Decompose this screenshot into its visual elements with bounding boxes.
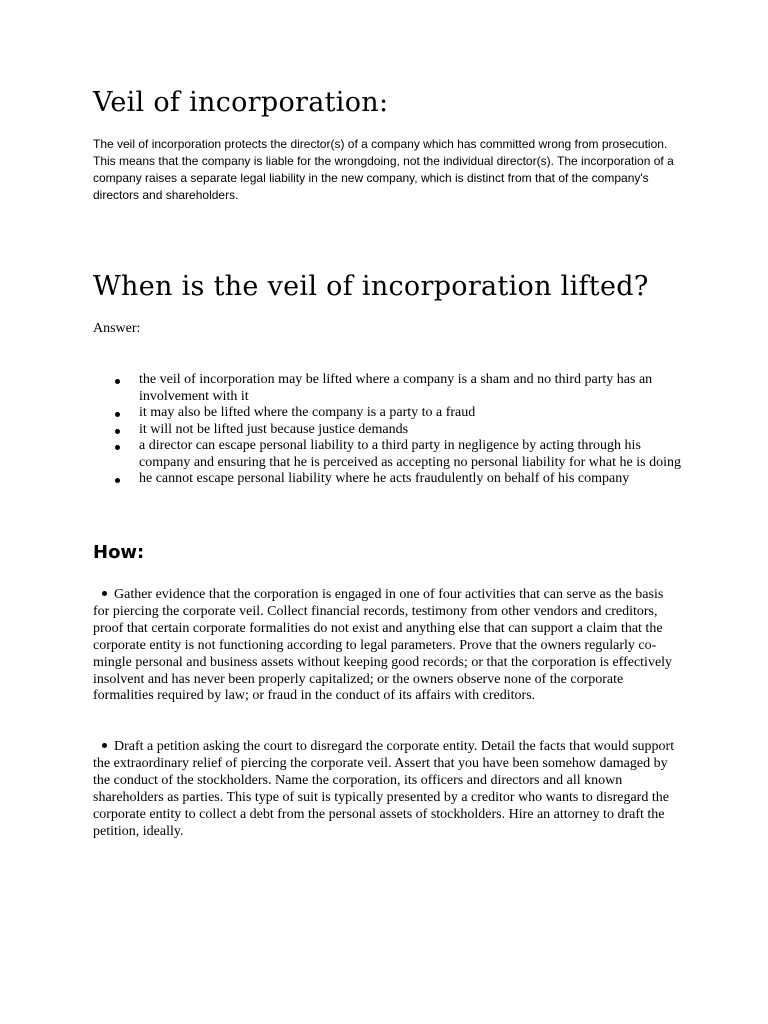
how-paragraph-evidence — [93, 587, 683, 705]
bullet-icon — [115, 478, 120, 483]
paragraph-text: Draft a petition asking the court to disregard the corporate entity. Detail the facts that would support the extraordinary relief of piercing the corporate veil. Assert that you have been somehow damaged by the conduct of the stockholders. Name the corporation, its officers and directors and all known shareholders as parties. This type of suit is typically presented by a creditor who wants to disregard the corporate entity to collect a debt from the personal assets of stockholders. Hire an attorney to draft the petition, ideally. — [93, 739, 675, 839]
how-paragraph-petition — [93, 739, 683, 840]
list-item-text: a director can escape personal liability to a third party in negligence by acting through his company and ensuring that he is perceived as accepting no personal liability for what he is doing — [139, 438, 681, 470]
lifted-bullet-list — [93, 372, 693, 488]
bullet-icon — [115, 445, 120, 450]
list-item-text: it may also be lifted where the company is a party to a fraud — [139, 405, 476, 420]
section-title-lifted: When is the veil of incorporation lifted? — [93, 271, 649, 302]
list-item — [93, 405, 693, 422]
paragraph-text: Gather evidence that the corporation is engaged in one of four activities that can serve as the basis for piercing the corporate veil. Collect financial records, testimony from other vendors and creditors, proof that certain corporate formalities do not exist and anything else that can support a claim that the corporate entity is not functioning according to legal parameters. Prove that the owners regularly co-mingle personal and business assets without keeping good records; or that the corporation is effectively insolvent and has never been properly capitalized; or the owners observe none of the corporate formalities required by law; or fraud in the conduct of its affairs with creditors. — [93, 587, 673, 704]
answer-label: Answer: — [93, 321, 141, 336]
list-item — [93, 422, 693, 439]
list-item-text: he cannot escape personal liability where he acts fraudulently on behalf of his company — [139, 471, 630, 486]
bullet-icon — [102, 591, 107, 596]
list-item-text: it will not be lifted just because justice demands — [139, 421, 409, 437]
bullet-icon — [102, 743, 107, 748]
bullet-icon — [115, 412, 120, 417]
bullet-icon — [115, 379, 120, 384]
bullet-icon — [115, 429, 120, 434]
list-item — [93, 438, 693, 471]
section-title-veil: Veil of incorporation: — [93, 87, 389, 118]
how-heading: How: — [93, 542, 145, 563]
list-item — [93, 471, 693, 488]
intro-paragraph: The veil of incorporation protects the director(s) of a company which has committed wrong from prosecution. This means that the company is liable for the wrongdoing, not the individual director(s). The incorporation of a company raises a separate legal liability in the new company, which is distinct from that of the company's directors and shareholders. — [93, 137, 674, 202]
list-item — [93, 372, 693, 405]
list-item-text: the veil of incorporation may be lifted where a company is a sham and no third party has an involvement with it — [139, 372, 653, 404]
